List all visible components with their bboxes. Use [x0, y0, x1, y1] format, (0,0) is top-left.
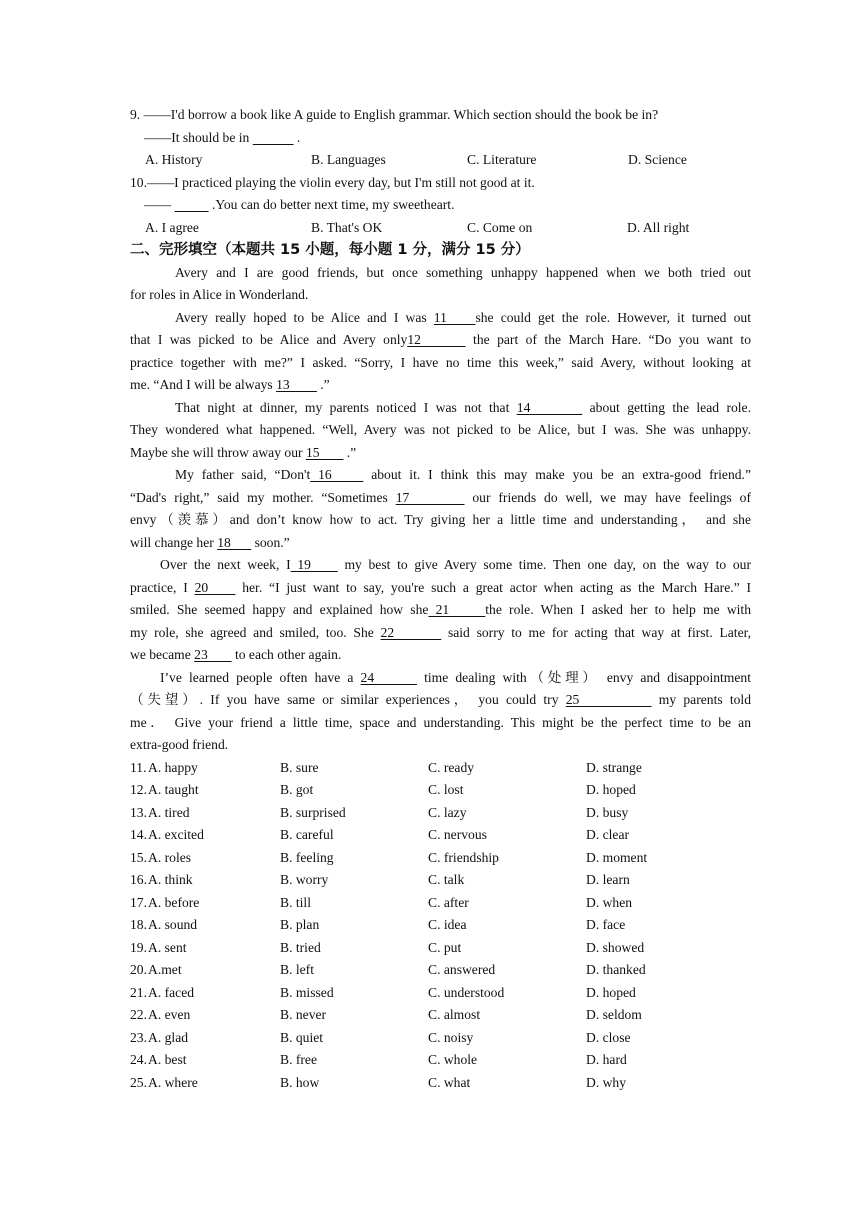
- question-number: 18.: [130, 917, 147, 932]
- option-a: A. even: [148, 1007, 191, 1022]
- option-b: B. missed: [280, 984, 334, 1000]
- question-number: 24.: [130, 1052, 147, 1067]
- answer-row: [130, 892, 751, 915]
- blank-number: 23: [194, 647, 232, 662]
- answer-row: [130, 802, 751, 825]
- passage-text: They wondered what happened. “Well, Avery was not picked to be Alice, but I was. She was unhappy.: [130, 422, 751, 437]
- passage-text: that I was picked to be Alice and Avery only: [130, 332, 408, 347]
- q9-answer-suffix: .: [293, 129, 301, 145]
- option-c: C. nervous: [428, 827, 487, 842]
- question-number: 22.: [130, 1007, 147, 1022]
- option-c: C. after: [428, 894, 469, 910]
- option-c: C. almost: [428, 1007, 481, 1022]
- passage-line: [130, 464, 751, 487]
- blank-number: 16: [310, 467, 364, 482]
- passage-text: about it. I think this may make you be an extra-good friend.”: [363, 467, 751, 482]
- passage-text: soon.”: [251, 534, 290, 550]
- option-c: C. understood: [428, 984, 505, 1000]
- q9-options: [130, 149, 751, 172]
- option-d: D. clear: [586, 827, 630, 842]
- option-a: A. where: [148, 1074, 198, 1090]
- q9-blank: [253, 130, 294, 145]
- passage-text: my best to give Avery some time. Then one day, on the way to our: [337, 557, 751, 572]
- passage-text: the role. When I asked her to help me with: [485, 602, 752, 617]
- passage-line: [130, 307, 751, 330]
- q9-option-c: C. Literature: [467, 152, 537, 167]
- option-d: D. seldom: [586, 1007, 642, 1022]
- passage-text: “Dad's right,” said my mother. “Sometimes: [130, 489, 396, 505]
- passage-text: our friends do well, we may have feelings of: [464, 489, 751, 505]
- option-d: D. when: [586, 894, 633, 910]
- option-d: D. hoped: [586, 984, 636, 1000]
- option-a: A. glad: [148, 1029, 189, 1045]
- option-a: A. tired: [148, 804, 190, 820]
- option-b: B. left: [280, 962, 314, 977]
- blank-number: 12: [407, 332, 466, 347]
- answer-options-list: [130, 757, 751, 1095]
- passage-line: [130, 262, 751, 285]
- passage-text: .”: [316, 377, 330, 392]
- option-b: B. surprised: [280, 804, 346, 820]
- answer-row: [130, 824, 751, 847]
- q10-option-b: B. That's OK: [311, 219, 383, 235]
- option-b: B. worry: [280, 872, 329, 887]
- q10-options: [130, 217, 751, 240]
- passage-text: me. “And I will be always: [130, 377, 277, 392]
- option-c: C. lost: [428, 782, 464, 797]
- question-number: 21.: [130, 984, 147, 1000]
- passage-text: My father said, “Don't: [175, 467, 311, 482]
- passage-text: my parents told: [651, 692, 752, 707]
- passage-text: we became: [130, 647, 195, 662]
- blank-number: 19: [290, 557, 338, 572]
- passage-line: [130, 554, 751, 577]
- q9-option-b: B. Languages: [311, 152, 386, 167]
- option-c: C. whole: [428, 1052, 478, 1067]
- option-c: C. put: [428, 939, 462, 955]
- option-a: A. sound: [148, 917, 198, 932]
- option-d: D. why: [586, 1074, 627, 1090]
- blank-number: 13: [276, 377, 317, 392]
- option-d: D. close: [586, 1029, 631, 1045]
- passage-text: said sorry to me for acting that way at first. Later,: [441, 624, 751, 640]
- answer-row: [130, 914, 751, 937]
- option-a: A. roles: [148, 849, 192, 865]
- passage-text: Over the next week, I: [160, 557, 291, 572]
- passage-text: Maybe she will throw away our: [130, 444, 306, 460]
- answer-row: [130, 1004, 751, 1027]
- option-c: C. lazy: [428, 804, 467, 820]
- option-d: D. face: [586, 917, 626, 932]
- answer-row: [130, 847, 751, 870]
- option-b: B. quiet: [280, 1029, 324, 1045]
- answer-row: [130, 1072, 751, 1095]
- question-number: 17.: [130, 894, 147, 910]
- q10-blank: [175, 197, 209, 212]
- passage-line: [130, 734, 751, 757]
- passage-text: time dealing with（处理） envy and disappointment: [416, 669, 751, 685]
- passage-text: about getting the lead role.: [582, 399, 751, 415]
- blank-number: 15: [305, 444, 344, 460]
- option-a: A. excited: [148, 827, 204, 842]
- option-b: B. free: [280, 1052, 317, 1067]
- question-number: 23.: [130, 1029, 147, 1045]
- question-number: 25.: [130, 1074, 147, 1090]
- option-a: A. taught: [148, 782, 199, 797]
- passage-text: she could get the role. However, it turned out: [475, 309, 751, 325]
- passage-text: the part of the March Hare. “Do you want to: [465, 332, 752, 347]
- option-b: B. tried: [280, 939, 321, 955]
- question-number: 19.: [130, 939, 147, 955]
- q10-answer-prefix: ——: [144, 197, 175, 212]
- passage-text: smiled. She seemed happy and explained how she: [130, 602, 429, 617]
- option-a: A. think: [148, 872, 193, 887]
- option-c: C. friendship: [428, 849, 499, 865]
- option-b: B. how: [280, 1074, 320, 1090]
- question-number: 16.: [130, 872, 147, 887]
- passage-line: [130, 599, 751, 622]
- option-d: D. busy: [586, 804, 629, 820]
- passage-text: her. “I just want to say, you're such a great actor when acting as the March Hare.” I: [235, 579, 751, 595]
- passage-text: I’ve learned people often have a: [160, 669, 361, 685]
- answer-row: [130, 779, 751, 802]
- q10-answer-line: [130, 194, 751, 217]
- passage-text: practice, I: [130, 579, 195, 595]
- passage-text: will change her: [130, 534, 218, 550]
- q9-option-d: D. Science: [628, 152, 687, 167]
- passage-line: [130, 509, 751, 532]
- option-d: D. learn: [586, 872, 630, 887]
- question-number: 20.: [130, 962, 147, 977]
- passage-text: envy（羡慕）and don’t know how to act. Try giving her a little time and understanding， and she: [130, 512, 751, 527]
- option-c: C. idea: [428, 917, 467, 932]
- q10-question: 10.——I practiced playing the violin every day, but I'm still not good at it.: [130, 174, 535, 190]
- q10-option-a: A. I agree: [145, 219, 199, 235]
- answer-row: [130, 869, 751, 892]
- question-number: 12.: [130, 782, 147, 797]
- passage-text: for roles in Alice in Wonderland.: [130, 287, 309, 302]
- answer-row: [130, 1049, 751, 1072]
- option-d: D. thanked: [586, 962, 646, 977]
- passage-text: to each other again.: [231, 647, 342, 662]
- question-number: 15.: [130, 849, 147, 865]
- cloze-passage: [130, 262, 751, 757]
- q10-option-d: D. All right: [627, 219, 690, 235]
- option-b: B. got: [280, 782, 314, 797]
- passage-text: That night at dinner, my parents noticed I was not that: [175, 399, 517, 415]
- passage-line: [130, 419, 751, 442]
- passage-line: [130, 622, 751, 645]
- q9-option-a: A. History: [145, 152, 203, 167]
- blank-number: 11: [433, 309, 476, 325]
- q10-answer-suffix: .You can do better next time, my sweetheart.: [208, 197, 455, 212]
- option-a: A. happy: [148, 759, 198, 775]
- option-c: C. noisy: [428, 1029, 474, 1045]
- q10-option-c: C. Come on: [467, 219, 533, 235]
- passage-line: [130, 397, 751, 420]
- blank-number: 14: [516, 399, 583, 415]
- option-d: D. hard: [586, 1052, 627, 1067]
- option-d: D. moment: [586, 849, 648, 865]
- question-number: 13.: [130, 804, 147, 820]
- q9-answer-prefix: ——It should be in: [144, 129, 253, 145]
- option-d: D. strange: [586, 759, 642, 775]
- passage-text: Avery really hoped to be Alice and I was: [175, 309, 434, 325]
- passage-text: me． Give your friend a little time, space and understanding. This might be the perfect time to be an: [130, 714, 751, 730]
- passage-text: my role, she agreed and smiled, too. She: [130, 624, 381, 640]
- option-a: A. faced: [148, 984, 195, 1000]
- passage-line: [130, 374, 751, 397]
- blank-number: 18: [217, 534, 252, 550]
- option-b: B. till: [280, 894, 311, 910]
- passage-line: [130, 487, 751, 510]
- answer-row: [130, 1027, 751, 1050]
- option-a: A. best: [148, 1052, 187, 1067]
- answer-row: [130, 937, 751, 960]
- passage-text: extra-good friend.: [130, 737, 229, 752]
- passage-line: [130, 577, 751, 600]
- passage-line: [130, 329, 751, 352]
- option-c: C. answered: [428, 962, 496, 977]
- passage-text: （失望）. If you have same or similar experiences， you could try: [130, 692, 566, 707]
- option-d: D. showed: [586, 939, 645, 955]
- option-d: D. hoped: [586, 782, 636, 797]
- question-number: 14.: [130, 827, 147, 842]
- passage-line: [130, 712, 751, 735]
- passage-line: [130, 442, 751, 465]
- question-number: 11.: [130, 759, 147, 775]
- blank-number: 25: [565, 692, 652, 707]
- passage-text: .”: [343, 444, 357, 460]
- answer-row: [130, 982, 751, 1005]
- q9-answer-line: [130, 127, 751, 150]
- passage-line: [130, 689, 751, 712]
- option-c: C. what: [428, 1074, 471, 1090]
- answer-row: [130, 959, 751, 982]
- option-a: A. sent: [148, 939, 187, 955]
- exam-page: [130, 104, 751, 1094]
- blank-number: 20: [194, 579, 236, 595]
- option-a: A.met: [148, 962, 182, 977]
- blank-number: 22: [380, 624, 442, 640]
- passage-line: [130, 352, 751, 375]
- answer-row: [130, 757, 751, 780]
- option-b: B. feeling: [280, 849, 334, 865]
- option-c: C. talk: [428, 872, 465, 887]
- passage-line: [130, 284, 751, 307]
- q9-question: 9. ——I'd borrow a book like A guide to English grammar. Which section should the book be in?: [130, 107, 659, 122]
- section-heading: 二、完形填空（本题共 15 小题，每小题 1 分，满分 15 分）: [130, 242, 530, 258]
- option-b: B. never: [280, 1007, 327, 1022]
- passage-text: Avery and I are good friends, but once something unhappy happened when we both tried out: [175, 264, 751, 280]
- passage-line: [130, 532, 751, 555]
- option-a: A. before: [148, 894, 200, 910]
- blank-number: 21: [428, 602, 486, 617]
- option-b: B. careful: [280, 827, 334, 842]
- passage-text: practice together with me?” I asked. “Sorry, I have no time this week,” said Avery, without looking at: [130, 354, 751, 370]
- option-b: B. sure: [280, 759, 319, 775]
- passage-line: [130, 644, 751, 667]
- blank-number: 24: [360, 669, 417, 685]
- passage-line: [130, 667, 751, 690]
- option-b: B. plan: [280, 917, 320, 932]
- option-c: C. ready: [428, 759, 475, 775]
- blank-number: 17: [395, 489, 465, 505]
